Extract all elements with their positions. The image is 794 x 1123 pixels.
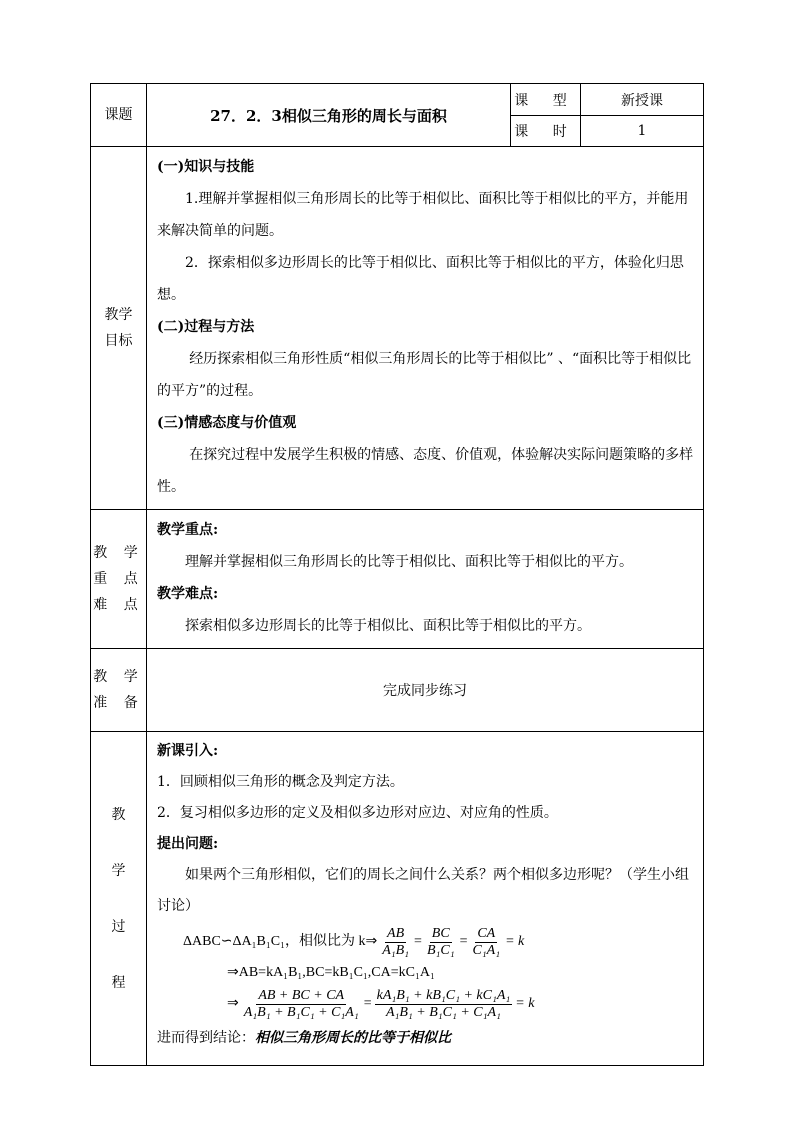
keypoints-heading-difficulty: 教学难点:: [157, 586, 219, 602]
math-line-2: ⇒AB=kA₁B₁,BC=kB₁C₁,CA=kC₁A₁: [227, 965, 435, 980]
conclusion-statement: 相似三角形周长的比等于相似比: [255, 1030, 451, 1046]
lesson-plan-table: [90, 83, 704, 1066]
objectives-text: 在探究过程中发展学生积极的情感、态度、价值观，体验解决实际问题策略的多样性。: [157, 447, 694, 495]
topic-title: 27．2．3相似三角形的周长与面积: [147, 84, 511, 147]
preparation-content: 完成同步练习: [147, 649, 704, 732]
process-heading-intro: 新课引入:: [157, 743, 219, 759]
process-content: [147, 732, 704, 1066]
math-k: = k: [515, 996, 535, 1011]
lesson-hours-value: 1: [581, 116, 704, 147]
lesson-type-value: 新授课: [581, 84, 704, 116]
process-text: 1．回顾相似三角形的概念及判定方法。: [157, 774, 404, 790]
math-k: = k: [505, 934, 525, 949]
process-heading-question: 提出问题:: [157, 836, 219, 852]
objectives-heading-knowledge: (一)知识与技能: [157, 159, 255, 175]
keypoints-label: 教 学 重 点 难 点: [91, 510, 147, 649]
math-fraction: $\frac{AB + BC + CA}{\text{A₁B₁ + B₁C₁ + C₁A₁}}$: [243, 987, 359, 1020]
lesson-type-label: 课 型: [511, 84, 581, 116]
process-conclusion: 进而得到结论：相似三角形周长的比等于相似比: [157, 1030, 451, 1046]
math-fraction: $\frac{BC}{\text{B₁C₁}}$: [426, 925, 455, 958]
keypoints-content: [147, 510, 704, 649]
keypoints-text: 探索相似多边形周长的比等于相似比、面积比等于相似比的平方。: [185, 618, 591, 634]
keypoints-text: 理解并掌握相似三角形周长的比等于相似比、面积比等于相似比的平方。: [185, 554, 633, 570]
objectives-heading-process: (二)过程与方法: [157, 319, 255, 335]
objectives-heading-attitude: (三)情感态度与价值观: [157, 415, 297, 431]
process-question-text: 如果两个三角形相似，它们的周长之间什么关系？两个相似多边形呢？（学生小组讨论）: [157, 867, 689, 914]
math-fraction: $\frac{\text{kA₁B₁ + kB₁C₁ + kC₁A₁}}{\text{A₁B₁ + B₁C₁ + C₁A₁}}$: [376, 987, 511, 1020]
preparation-label: 教 学 准 备: [91, 649, 147, 732]
math-fraction: $\frac{CA}{\text{C₁A₁}}$: [472, 925, 501, 958]
objectives-content: [147, 147, 704, 510]
objectives-text: 1.理解并掌握相似三角形周长的比等于相似比、面积比等于相似比的平方，并能用来解决简单的问题。: [157, 191, 689, 239]
math-fraction: $\frac{AB}{\text{A₁B₁}}$: [382, 925, 410, 958]
lesson-hours-label: 课 时: [511, 116, 581, 147]
process-label: 教 学 过 程: [91, 732, 147, 1066]
objectives-text: 经历探索相似三角形性质“相似三角形周长的比等于相似比” 、“面积比等于相似比的平方”的过程。: [157, 351, 692, 399]
topic-label: 课题: [91, 84, 147, 147]
math-derivation: ΔABC∽ΔA₁B₁C₁，相似比为 k⇒ $\frac{AB}{\text{A₁B₁}}$ = $\frac{BC}{\text{B₁C₁}}$ = $\frac{CA}{\text{C₁A₁}}$ = k ⇒AB=kA₁B₁,BC=kB₁C₁,CA=kC₁A₁ ⇒ $\frac{AB + BC + CA}{\text{A₁B₁ + B₁C₁ + C₁A₁}}$ = $\frac{\text{kA₁B₁ + kB₁C₁ + kC₁A₁}}{\text{A₁B₁ + B₁C₁ + C₁A₁}}$ = k: [183, 925, 535, 1020]
keypoints-heading-focus: 教学重点:: [157, 522, 219, 538]
process-text: 2．复习相似多边形的定义及相似多边形对应边、对应角的性质。: [157, 805, 558, 821]
objectives-label: 教学 目标: [91, 147, 147, 510]
math-premise: ΔABC∽ΔA₁B₁C₁，相似比为 k⇒: [183, 934, 378, 949]
objectives-text: 2．探索相似多边形周长的比等于相似比、面积比等于相似比的平方，体验化归思想。: [157, 255, 684, 303]
